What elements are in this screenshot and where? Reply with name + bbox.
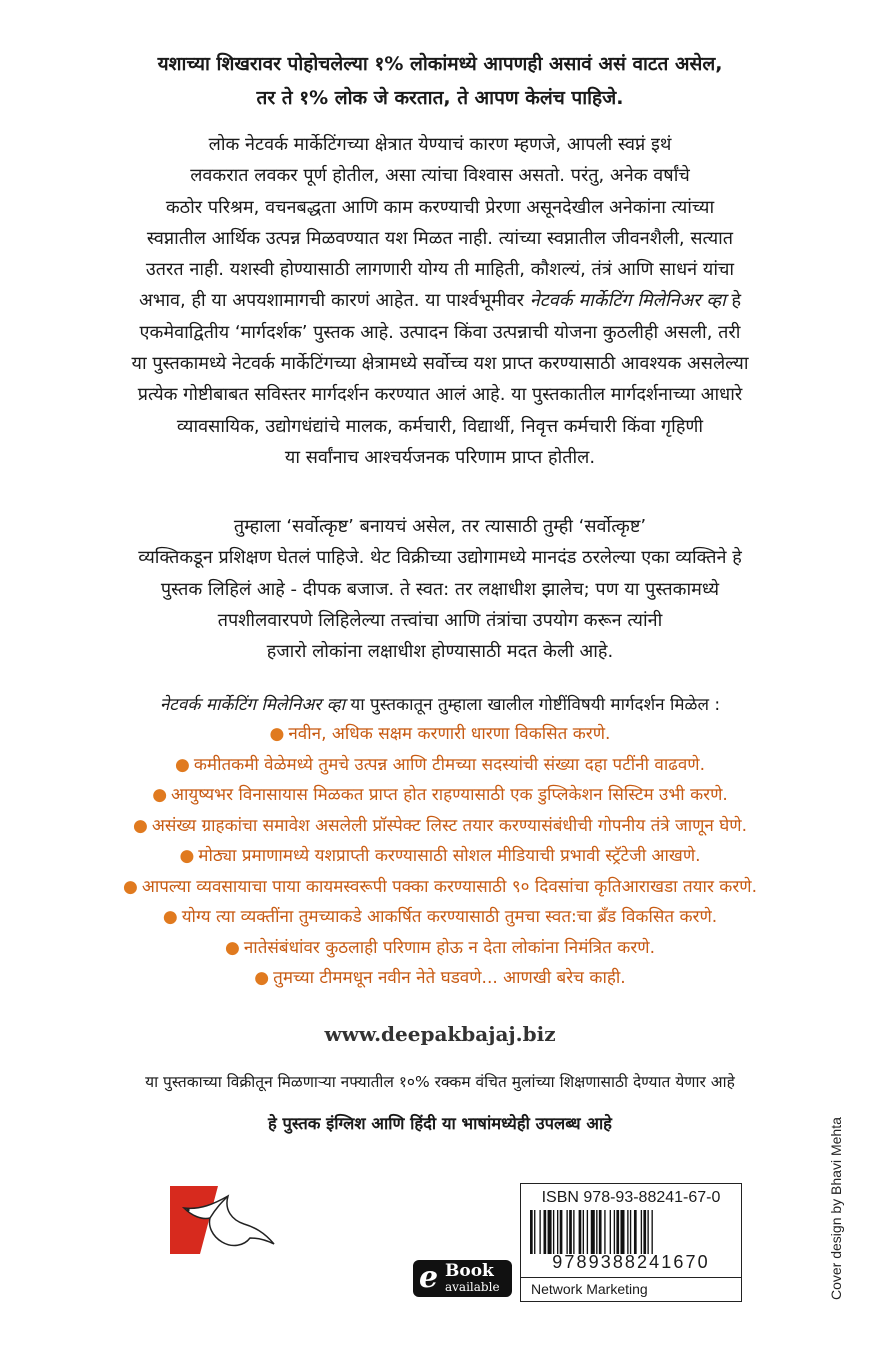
paragraph-line: तुम्हाला ‘सर्वोत्कृष्ट’ बनायचं असेल, तर त्यासाठी तुम्ही ‘सर्वोत्कृष्ट’ [233,516,647,537]
website-url[interactable]: www.deepakbajaj.biz [324,1022,556,1046]
book-title: नेटवर्क मार्केटिंग मिलेनिअर व्हा [529,290,726,312]
ebook-book-label: Book [445,1261,494,1281]
category-strip [521,1277,741,1301]
paragraph-line: हजारो लोकांना लक्षाधीश होण्यासाठी मदत केली आहे. [266,641,614,663]
flying-bird-logo-icon [170,1186,280,1254]
ebook-available-label: available [445,1280,500,1294]
bullet-dot-icon: ● [269,724,285,744]
benefit-item [60,811,820,842]
paragraph-line [60,285,820,316]
bullet-dot-icon: ● [254,968,270,988]
benefit-item [60,841,820,872]
paragraph-line: एकमेवाद्वितीय ‘मार्गदर्शक’ पुस्तक आहे. उत्पादन किंवा उत्पन्नाची योजना कुठलीही असली, तरी [139,321,741,343]
isbn-label: ISBN 978-93-88241-67-0 [541,1189,721,1206]
book-title: नेटवर्क मार्केटिंग मिलेनिअर व्हा [159,695,345,715]
paragraph-line: या पुस्तकामध्ये नेटवर्क मार्केटिंगच्या क्षेत्रामध्ये सर्वोच्च यश प्राप्त करण्यासाठी आवश्यक असलेल्या [131,353,749,375]
benefit-item [60,719,820,750]
benefit-text: कमीतकमी वेळेमध्ये तुमचे उत्पन्न आणि टीमच्या सदस्यांची संख्या दहा पटींनी वाढवणे. [193,754,705,775]
barcode-digits: 9789388241670 [552,1252,710,1272]
benefit-item [60,963,820,994]
barcode-icon [530,1210,732,1254]
website-block [60,1022,820,1046]
paragraph-text: हे [725,290,742,312]
paragraph-line: व्यक्तिकडून प्रशिक्षण घेतलं पाहिजे. थेट विक्रीच्या उद्योगामध्ये मानदंड ठरलेल्या एका व्यक्तिने हे [138,547,742,569]
paragraph-line: तपशीलवारपणे लिहिलेल्या तत्त्वांचा आणि तंत्रांचा उपयोग करून त्यांनी [217,609,663,631]
bullet-dot-icon: ● [179,846,195,866]
bullets-intro-line [60,691,820,719]
paragraph-line: व्यावसायिक, उद्योगधंद्यांचे मालक, कर्मचारी, विद्यार्थी, निवृत्त कर्मचारी किंवा गृहिणी [176,415,704,437]
bullet-list [60,719,820,994]
benefit-text: आयुष्यभर विनासायास मिळकत प्राप्त होत राहण्यासाठी एक डुप्लिकेशन सिस्टिम उभी करणे. [171,785,728,805]
bullet-dot-icon: ● [122,876,138,897]
bullet-dot-icon: ● [225,937,240,958]
headline-line: यशाच्या शिखरावर पोहोचलेल्या १% लोकांमध्ये आपणही असावं असं वाटत असेल, [157,53,723,75]
paragraph-line: कठोर परिश्रम, वचनबद्धता आणि काम करण्याची प्रेरणा असूनदेखील अनेकांना त्यांच्या [165,196,715,218]
benefit-item [60,750,820,781]
availability-note: हे पुस्तक इंग्लिश आणि हिंदी या भाषांमध्येही उपलब्ध आहे [268,1114,612,1133]
paragraph-line: उतरत नाही. यशस्वी होण्यासाठी लागणारी योग्य ती माहिती, कौशल्यं, तंत्रं आणि साधनं यांचा [145,259,735,281]
author-paragraph [60,511,820,667]
ebook-e-letter: e [419,1260,439,1295]
paragraph-line: पुस्तक लिहिलं आहे - दीपक बजाज. ते स्वत: तर लक्षाधीश झालेच; पण या पुस्तकामध्ये [160,578,720,600]
description-paragraph [60,129,820,473]
bullets-intro-text: या पुस्तकातून तुम्हाला खालील गोष्टींविषयी मार्गदर्शन मिळेल : [344,695,721,715]
bullet-dot-icon: ● [162,907,178,927]
benefit-text: आपल्या व्यवसायाचा पाया कायमस्वरूपी पक्का करण्यासाठी ९० दिवसांचा कृतिआराखडा तयार करणे. [141,876,757,897]
bullet-dot-icon: ● [175,754,190,775]
book-category: Network Marketing [531,1281,648,1297]
benefit-text: नवीन, अधिक सक्षम करणारी धारणा विकसित करणे. [288,724,611,744]
paragraph-line: स्वप्नातील आर्थिक उत्पन्न मिळवण्यात यश मिळत नाही. त्यांच्या स्वप्नातील जीवनशैली, सत्यात [146,227,734,249]
isbn-barcode-box [520,1183,742,1302]
paragraph-line: या सर्वांनाच आश्चर्यजनक परिणाम प्राप्त होतील. [284,446,596,468]
availability-block [60,1111,820,1134]
bullet-dot-icon: ● [133,815,148,836]
benefit-text: योग्य त्या व्यक्तींना तुमच्याकडे आकर्षित करण्यासाठी तुमचा स्वत:चा ब्रँड विकसित करणे. [181,907,718,927]
paragraph-line: प्रत्येक गोष्टीबाबत सविस्तर मार्गदर्शन करण्यात आलं आहे. या पुस्तकातील मार्गदर्शनाच्या आधारे [137,384,743,406]
benefit-text: तुमच्या टीममधून नवीन नेते घडवणे... आणखी बरेच काही. [273,968,626,988]
cover-design-credit: Cover design by Bhavi Mehta [828,1117,844,1300]
donation-block [60,1070,820,1092]
benefit-item [60,872,820,903]
paragraph-line: लोक नेटवर्क मार्केटिंगच्या क्षेत्रात येण्याचं कारण म्हणजे, आपली स्वप्नं इथं [208,134,672,155]
benefit-text: नातेसंबंधांवर कुठलाही परिणाम होऊ न देता लोकांना निमंत्रित करणे. [243,937,655,958]
benefit-text: मोठ्या प्रमाणामध्ये यशप्राप्ती करण्यासाठी सोशल मीडियाची प्रभावी स्ट्रॅटेजी आखणे. [198,846,701,866]
benefit-text: असंख्य ग्राहकांचा समावेश असलेली प्रॉस्पेक्ट लिस्ट तयार करण्यासंबंधीची गोपनीय तंत्रे जाणून घेणे. [151,815,747,836]
ebook-available-badge [413,1260,512,1297]
headline [60,47,820,115]
benefits-list [60,719,820,994]
headline-line: तर ते १% लोक जे करतात, ते आपण केलंच पाहिजे. [256,87,624,109]
paragraph-line: लवकरात लवकर पूर्ण होतील, असा त्यांचा विश्वास असतो. परंतु, अनेक वर्षांचे [190,165,690,187]
benefit-item [60,933,820,964]
bullet-dot-icon: ● [152,785,168,805]
benefit-item [60,780,820,811]
bullets-intro [60,691,820,719]
donation-note: या पुस्तकाच्या विक्रीतून मिळणाऱ्या नफ्यातील १०% रक्कम वंचित मुलांच्या शिक्षणासाठी देण्यात येणार आहे [145,1073,735,1091]
paragraph-text: अभाव, ही या अपयशामागची कारणं आहेत. या पार्श्वभूमीवर [138,290,530,312]
benefit-item [60,902,820,933]
